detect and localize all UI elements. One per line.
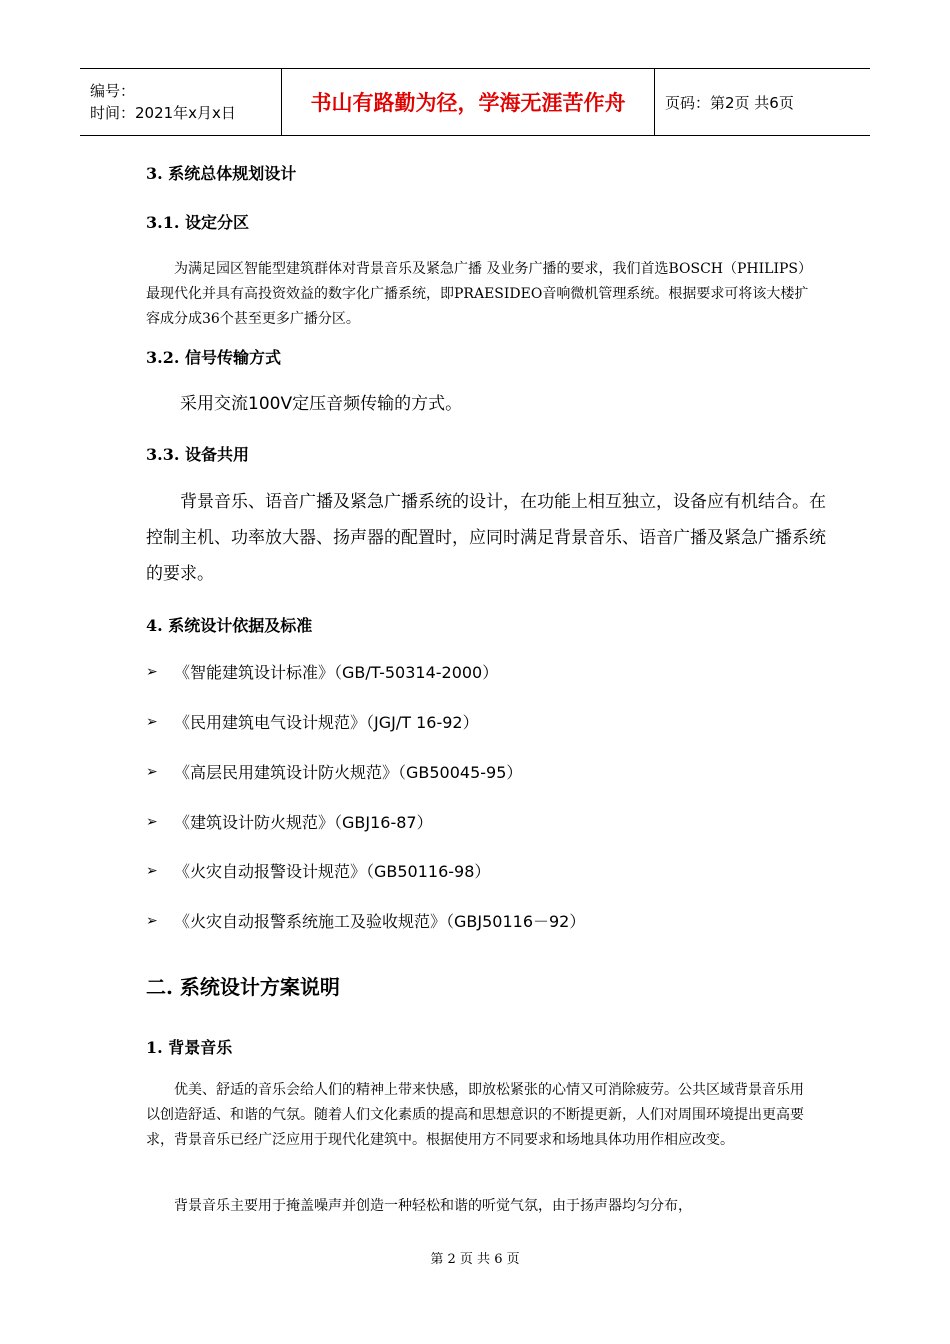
standard-text: 《火灾自动报警设计规范》（GB50116-98） [174, 862, 491, 881]
arrow-bullet-icon: ➢ [146, 763, 158, 780]
section-3-3-title: 3.3. 设备共用 [146, 445, 249, 464]
standard-text: 《火灾自动报警系统施工及验收规范》（GBJ50116－92） [174, 912, 586, 931]
arrow-bullet-icon: ➢ [146, 813, 158, 830]
header-page-text: 页码：第2页 共6页 [665, 93, 794, 112]
arrow-bullet-icon: ➢ [146, 912, 158, 929]
arrow-bullet-icon: ➢ [146, 862, 158, 879]
part-2-1-title: 1. 背景音乐 [146, 1038, 233, 1057]
section-3-3-body: 背景音乐、语音广播及紧急广播系统的设计，在功能上相互独立，设备应有机结合。在控制主机、功率放大器、扬声器的配置时，应同时满足背景音乐、语音广播及紧急广播系统的要求。 [146, 492, 826, 584]
slogan-text: 书山有路勤为径，学海无涯苦作舟 [310, 91, 626, 115]
section-3-2-body: 采用交流100V定压音频传输的方式。 [180, 394, 463, 414]
part-2-title: 二. 系统设计方案说明 [146, 975, 340, 999]
page-header [80, 68, 870, 136]
page-footer: 第 2 页 共 6 页 [430, 1252, 520, 1267]
standard-item [146, 760, 522, 783]
standard-item [146, 859, 490, 882]
standard-item [146, 660, 498, 683]
header-time: 时间：2021年x月x日 [90, 104, 236, 122]
section-3-2-title: 3.2. 信号传输方式 [146, 348, 281, 367]
arrow-bullet-icon: ➢ [146, 663, 158, 680]
header-slogan [281, 69, 655, 135]
standard-item [146, 810, 433, 833]
standard-item [146, 909, 585, 932]
part-2-1-body-2: 背景音乐主要用于掩盖噪声并创造一种轻松和谐的听觉气氛，由于扬声器均匀分布， [174, 1198, 692, 1214]
section-3-title: 3. 系统总体规划设计 [146, 164, 297, 183]
header-page [655, 69, 870, 135]
standard-text: 《民用建筑电气设计规范》（JGJ/T 16-92） [174, 713, 479, 732]
header-number: 编号： [90, 82, 136, 100]
section-3-1-body: 为满足园区智能型建筑群体对背景音乐及紧急广播 及业务广播的要求，我们首选BOSCH（PHILIPS）最现代化并具有高投资效益的数字化广播系统，即PRAESIDEO音响微机管理系统。根据要求可将该大楼扩容成分成36个甚至更多广播分区。 [146, 261, 809, 327]
arrow-bullet-icon: ➢ [146, 713, 158, 730]
section-4-title: 4. 系统设计依据及标准 [146, 616, 313, 635]
section-3-1-title: 3.1. 设定分区 [146, 213, 249, 232]
standard-text: 《智能建筑设计标准》（GB/T-50314-2000） [174, 663, 499, 682]
standard-text: 《高层民用建筑设计防火规范》（GB50045-95） [174, 763, 523, 782]
header-meta [80, 69, 281, 135]
standard-text: 《建筑设计防火规范》（GBJ16-87） [174, 813, 433, 832]
part-2-1-body-1: 优美、舒适的音乐会给人们的精神上带来快感，即放松紧张的心情又可消除疲劳。公共区域背景音乐用以创造舒适、和谐的气氛。随着人们文化素质的提高和思想意识的不断提更新，人们对周围环境提出更高要求，背景音乐已经广泛应用于现代化建筑中。根据使用方不同要求和场地具体功用作相应改变。 [146, 1082, 804, 1148]
standard-item [146, 710, 479, 733]
